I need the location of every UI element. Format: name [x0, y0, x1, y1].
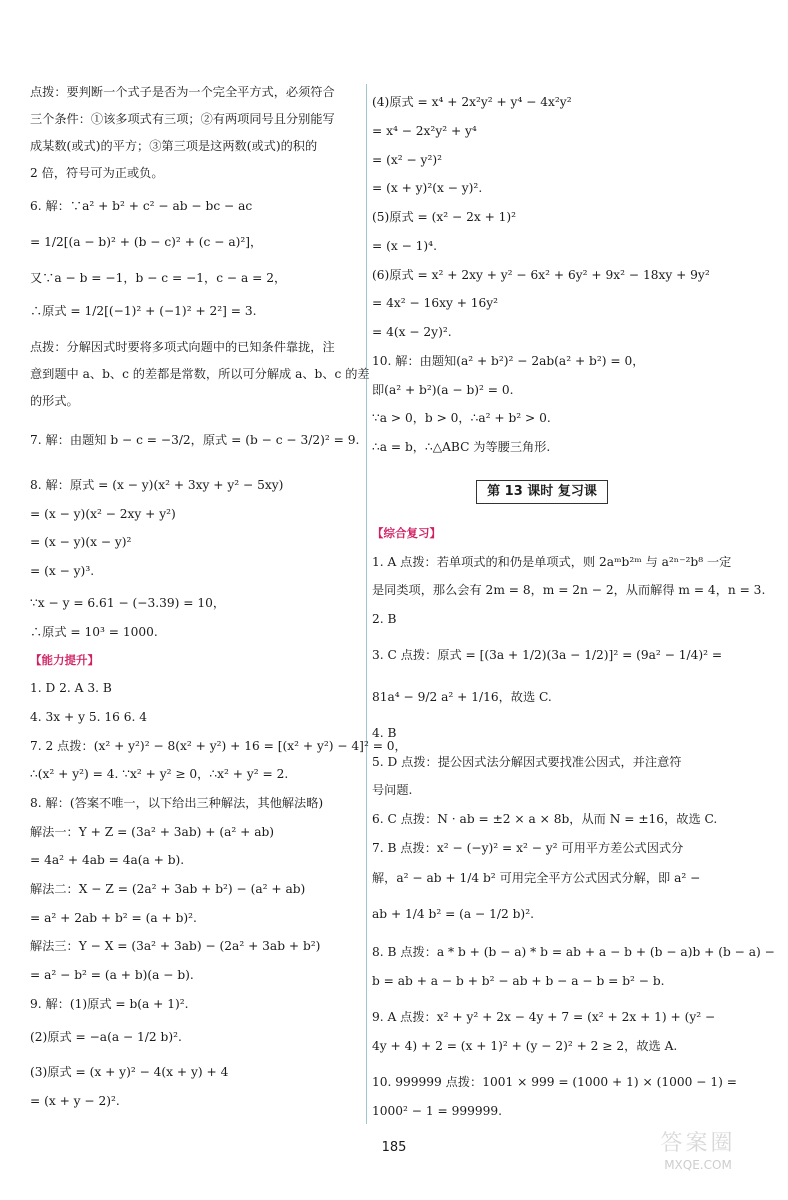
answer-line: = (x − y)³.: [30, 564, 95, 578]
answer-line: 1. A 点拨：若单项式的和仍是单项式，则 2aᵐb²ᵐ 与 a²ⁿ⁻²b⁸ 一定: [372, 555, 732, 569]
answer-line: 7. 2 点拨：(x² + y²)² − 8(x² + y²) + 16 = [(x² + y²) − 4]² = 0，: [30, 739, 407, 753]
watermark-site: MXQE.COM: [664, 1158, 732, 1172]
answer-line: 3. C 点拨：原式 = [(3a + 1/2)(3a − 1/2)]² = (9a² − 1/4)² =: [372, 648, 723, 662]
answer-line: (3)原式 = (x + y)² − 4(x + y) + 4: [30, 1065, 229, 1079]
page-number: 185: [381, 1140, 407, 1155]
answer-line: 2. B: [372, 612, 397, 626]
answer-line: ∴(x² + y²) = 4. ∵x² + y² ≥ 0，∴x² + y² = 2.: [30, 767, 289, 781]
answer-line: 成某数(或式)的平方；③第三项是这两数(或式)的积的: [30, 139, 318, 153]
answer-line: 9. A 点拨：x² + y² + 2x − 4y + 7 = (x² + 2x + 1) + (y² −: [372, 1010, 716, 1024]
answer-line: 解法一：Y + Z = (3a² + 3ab) + (a² + ab): [30, 825, 275, 839]
answer-line: = x⁴ − 2x²y² + y⁴: [372, 124, 477, 138]
answer-line: (2)原式 = −a(a − 1/2 b)².: [30, 1030, 182, 1044]
answer-line: = 1/2[(a − b)² + (b − c)² + (c − a)²]，: [30, 235, 263, 249]
answer-line: 三个条件：①该多项式有三项；②有两项同号且分别能写: [30, 112, 335, 126]
section-heading: 【综合复习】: [372, 526, 441, 540]
answer-line: 又∵a − b = −1，b − c = −1，c − a = 2，: [30, 271, 287, 285]
answer-line: ∵x − y = 6.61 − (−3.39) = 10，: [30, 596, 226, 610]
answer-line: 解，a² − ab + 1/4 b² 可用完全平方公式因式分解，即 a² −: [372, 871, 701, 885]
answer-line: = (x + y − 2)².: [30, 1094, 120, 1108]
answer-line: 4y + 4) + 2 = (x + 1)² + (y − 2)² + 2 ≥ 2，故选 A.: [372, 1039, 678, 1053]
section-heading: 【能力提升】: [30, 653, 99, 667]
answer-line: 意到题中 a、b、c 的差都是常数，所以可分解成 a、b、c 的差: [30, 367, 370, 381]
answer-line: 点拨：分解因式时要将多项式向题中的已知条件靠拢，注: [30, 340, 335, 354]
answer-line: ∴a = b，∴△ABC 为等腰三角形.: [372, 440, 551, 454]
answer-line: = a² + 2ab + b² = (a + b)².: [30, 911, 197, 925]
answer-line: 即(a² + b²)(a − b)² = 0.: [372, 383, 514, 397]
answer-line: 的形式。: [30, 394, 79, 408]
answer-line: 8. B 点拨：a * b + (b − a) * b = ab + a − b + (b − a)b + (b − a) −: [372, 945, 775, 959]
answer-line: = (x² − y²)²: [372, 153, 442, 167]
answer-line: 1000² − 1 = 999999.: [372, 1104, 502, 1118]
answer-line: = 4x² − 16xy + 16y²: [372, 296, 499, 310]
answer-line: = (x − 1)⁴.: [372, 239, 437, 253]
answer-line: 1. D 2. A 3. B: [30, 681, 112, 695]
answer-line: (4)原式 = x⁴ + 2x²y² + y⁴ − 4x²y²: [372, 95, 572, 109]
answer-line: = (x − y)(x − y)²: [30, 535, 132, 549]
answer-line: (5)原式 = (x² − 2x + 1)²: [372, 210, 517, 224]
answer-line: = 4(x − 2y)².: [372, 325, 452, 339]
answer-line: 10. 999999 点拨：1001 × 999 = (1000 + 1) × (1000 − 1) =: [372, 1075, 737, 1089]
answer-line: ∴原式 = 1/2[(−1)² + (−1)² + 2²] = 3.: [30, 304, 257, 318]
answer-line: b = ab + a − b + b² − ab + b − a − b = b² − b.: [372, 974, 665, 988]
answer-line: = 4a² + 4ab = 4a(a + b).: [30, 853, 185, 867]
answer-line: 点拨：要判断一个式子是否为一个完全平方式，必须符合: [30, 85, 335, 99]
answer-line: 号问题.: [372, 783, 413, 797]
watermark: [628, 1130, 768, 1178]
answer-line: 81a⁴ − 9/2 a² + 1/16，故选 C.: [372, 690, 552, 704]
answer-line: ∵a > 0，b > 0，∴a² + b² > 0.: [372, 411, 551, 425]
answer-line: (6)原式 = x² + 2xy + y² − 6x² + 6y² + 9x² − 18xy + 9y²: [372, 268, 710, 282]
watermark-logo: 答案圈: [660, 1131, 736, 1156]
answer-line: 8. 解：(答案不唯一，以下给出三种解法，其他解法略): [30, 796, 324, 810]
answer-line: 解法二：X − Z = (2a² + 3ab + b²) − (a² + ab): [30, 882, 306, 896]
answer-line: = a² − b² = (a + b)(a − b).: [30, 968, 194, 982]
answer-line: ab + 1/4 b² = (a − 1/2 b)².: [372, 907, 534, 921]
answer-line: 4. 3x + y 5. 16 6. 4: [30, 710, 147, 724]
answer-line: 解法三：Y − X = (3a² + 3ab) − (2a² + 3ab + b²): [30, 939, 321, 953]
answer-line: 6. 解：∵a² + b² + c² − ab − bc − ac: [30, 199, 253, 213]
answer-line: = (x − y)(x² − 2xy + y²): [30, 507, 176, 521]
lesson-title: [372, 480, 712, 504]
answer-line: 9. 解：(1)原式 = b(a + 1)².: [30, 997, 189, 1011]
answer-line: 7. 解：由题知 b − c = −3/2，原式 = (b − c − 3/2)² = 9.: [30, 433, 360, 447]
answer-line: 10. 解：由题知(a² + b²)² − 2ab(a² + b²) = 0，: [372, 354, 645, 368]
answer-line: 8. 解：原式 = (x − y)(x² + 3xy + y² − 5xy): [30, 478, 284, 492]
answer-line: 7. B 点拨：x² − (−y)² = x² − y² 可用平方差公式因式分: [372, 841, 684, 855]
answer-line: ∴原式 = 10³ = 1000.: [30, 625, 158, 639]
answer-line: 是同类项，那么会有 2m = 8，m = 2n − 2，从而解得 m = 4，n = 3.: [372, 583, 766, 597]
answer-line: = (x + y)²(x − y)².: [372, 181, 483, 195]
answer-line: 4. B: [372, 726, 397, 740]
answer-line: 6. C 点拨：N · ab = ±2 × a × 8b，从而 N = ±16，故选 C.: [372, 812, 718, 826]
lesson-title-text: 第 13 课时 复习课: [476, 480, 608, 504]
answer-line: 2 倍，符号可为正或负。: [30, 166, 164, 180]
answer-line: 5. D 点拨：提公因式法分解因式要找准公因式，并注意符: [372, 755, 682, 769]
